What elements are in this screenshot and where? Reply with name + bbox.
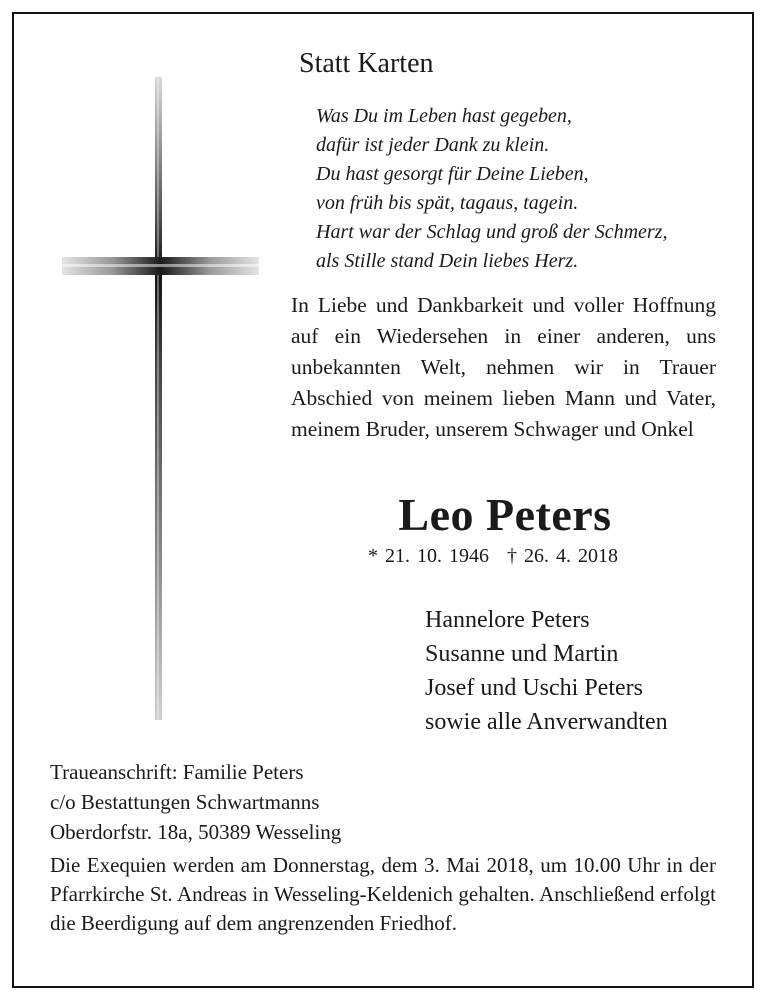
cross-vertical-beam: [155, 77, 162, 720]
mourner: Josef und Uschi Peters: [425, 675, 643, 701]
poem-line: von früh bis spät, tagaus, tagein.: [316, 192, 579, 214]
notice-heading: Statt Karten: [299, 48, 434, 79]
mourning-address: [50, 757, 341, 847]
intro-text: In Liebe und Dankbarkeit und voller Hoffnung auf ein Wiedersehen in einer anderen, uns unbekannten Welt, nehmen wir in Trauer Abschied von meinem lieben Mann und Vater, meinem Bruder, unserem Schwager und Onkel: [291, 293, 716, 441]
poem-line: Was Du im Leben hast gegeben,: [316, 105, 572, 127]
address-line: Traueanschrift: Familie Peters: [50, 760, 304, 784]
mourner: sowie alle Anverwandten: [425, 709, 668, 735]
death-date: † 26. 4. 2018: [507, 545, 618, 567]
mourner: Hannelore Peters: [425, 607, 590, 633]
cross-horizontal-beam: [62, 257, 259, 275]
deceased-name: Leo Peters: [398, 489, 612, 540]
poem-line: Du hast gesorgt für Deine Lieben,: [316, 163, 589, 185]
poem-line: dafür ist jeder Dank zu klein.: [316, 134, 550, 156]
mourners-list: [425, 603, 668, 739]
birth-date: * 21. 10. 1946: [368, 545, 489, 567]
mourner: Susanne und Martin: [425, 641, 619, 667]
address-line: c/o Bestattungen Schwartmanns: [50, 790, 320, 814]
poem-line: Hart war der Schlag und groß der Schmerz,: [316, 221, 668, 243]
service-details: Die Exequien werden am Donnerstag, dem 3. Mai 2018, um 10.00 Uhr in der Pfarrkirche St. Andreas in Wesseling-Keldenich gehalten. Anschließend erfolgt die Beerdigung auf dem angrenzenden Friedhof.: [50, 853, 716, 935]
address-line: Oberdorfstr. 18a, 50389 Wesseling: [50, 820, 342, 844]
life-dates: [368, 545, 618, 568]
poem-line: als Stille stand Dein liebes Herz.: [316, 250, 579, 272]
poem: [316, 102, 667, 276]
